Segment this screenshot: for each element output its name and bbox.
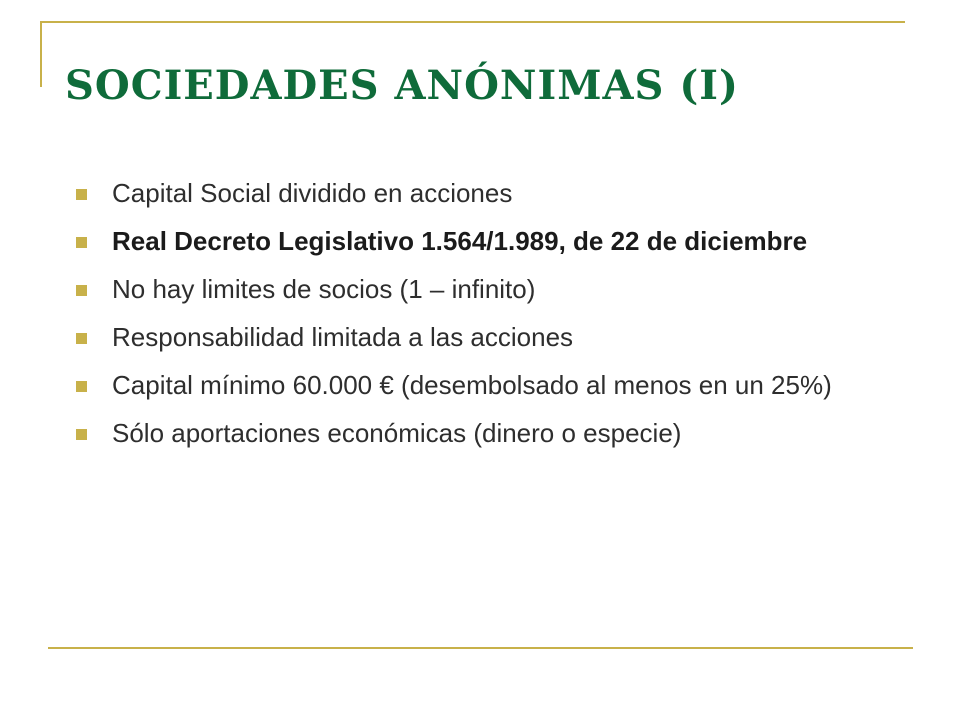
slide-title: SOCIEDADES ANÓNIMAS (I) [65, 62, 739, 109]
bullet-text: Sólo aportaciones económicas (dinero o especie) [112, 418, 682, 448]
bullet-item-capital-social [76, 175, 876, 212]
bullet-text: Capital Social dividido en acciones [112, 178, 513, 208]
bullet-text: Responsabilidad limitada a las acciones [112, 322, 574, 352]
bullet-text: No hay limites de socios (1 – infinito) [112, 274, 536, 304]
bullet-item-limite-socios [76, 271, 876, 308]
bullet-item-aportaciones [76, 415, 876, 452]
bullet-item-capital-minimo [76, 367, 876, 404]
square-bullet-icon [76, 189, 87, 200]
square-bullet-icon [76, 381, 87, 392]
bullet-text: Capital mínimo 60.000 € (desembolsado al menos en un 25%) [112, 370, 832, 400]
bullet-text: Real Decreto Legislativo 1.564/1.989, de 22 de diciembre [112, 226, 808, 256]
square-bullet-icon [76, 429, 87, 440]
bullet-item-responsabilidad [76, 319, 876, 356]
top-rule [40, 21, 905, 23]
bullet-item-real-decreto [76, 223, 876, 260]
square-bullet-icon [76, 237, 87, 248]
square-bullet-icon [76, 285, 87, 296]
square-bullet-icon [76, 333, 87, 344]
bullet-list [76, 175, 876, 463]
bottom-rule [48, 647, 913, 649]
left-rule [40, 21, 42, 87]
